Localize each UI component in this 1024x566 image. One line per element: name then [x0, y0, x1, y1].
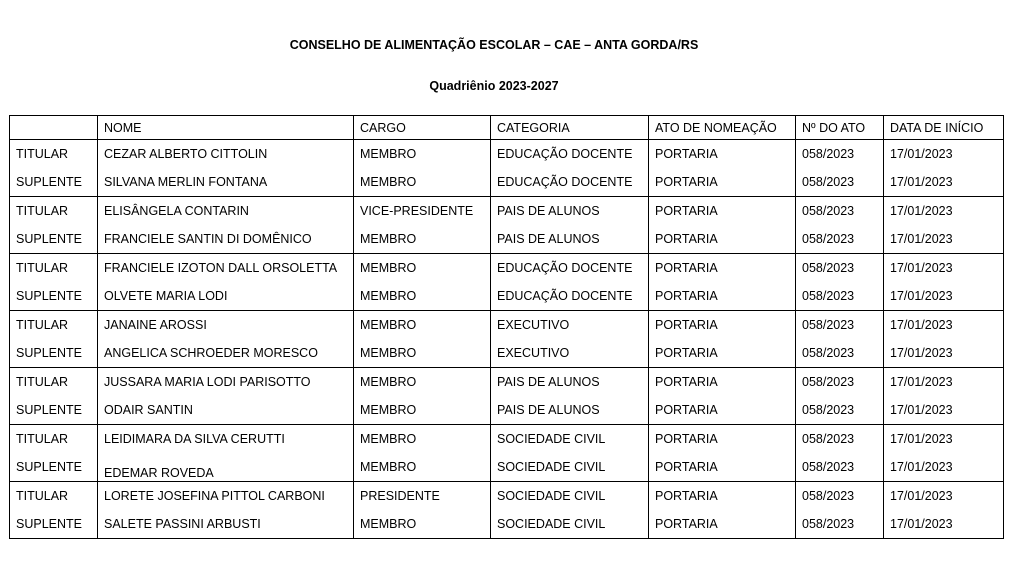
role-cell: TITULAR	[10, 197, 98, 226]
act-number-cell: 058/2023	[796, 368, 884, 397]
position-cell: MEMBRO	[354, 311, 491, 340]
appointment-act-cell: PORTARIA	[649, 168, 796, 197]
appointment-act-cell: PORTARIA	[649, 311, 796, 340]
role-cell: SUPLENTE	[10, 339, 98, 368]
role-cell: TITULAR	[10, 140, 98, 169]
start-date-cell: 17/01/2023	[884, 225, 1004, 254]
position-cell: MEMBRO	[354, 368, 491, 397]
position-cell: MEMBRO	[354, 254, 491, 283]
name-cell: FRANCIELE SANTIN DI DOMÊNICO	[98, 225, 354, 254]
table-row	[10, 254, 1004, 283]
role-cell: SUPLENTE	[10, 396, 98, 425]
table-row	[10, 225, 1004, 254]
header-cell-role	[10, 116, 98, 140]
act-number-cell: 058/2023	[796, 197, 884, 226]
start-date-cell: 17/01/2023	[884, 254, 1004, 283]
role-cell: SUPLENTE	[10, 453, 98, 482]
start-date-cell: 17/01/2023	[884, 197, 1004, 226]
name-cell: SILVANA MERLIN FONTANA	[98, 168, 354, 197]
start-date-cell: 17/01/2023	[884, 453, 1004, 482]
role-cell: TITULAR	[10, 368, 98, 397]
category-cell: EDUCAÇÃO DOCENTE	[491, 140, 649, 169]
role-cell: SUPLENTE	[10, 282, 98, 311]
act-number-cell: 058/2023	[796, 140, 884, 169]
start-date-cell: 17/01/2023	[884, 368, 1004, 397]
appointment-act-cell: PORTARIA	[649, 425, 796, 454]
document-subtitle: Quadriênio 2023-2027	[429, 79, 559, 93]
start-date-cell: 17/01/2023	[884, 140, 1004, 169]
appointment-act-cell: PORTARIA	[649, 396, 796, 425]
table-row	[10, 282, 1004, 311]
table-row	[10, 311, 1004, 340]
header-cell-start-date: DATA DE INÍCIO	[884, 116, 1004, 140]
position-cell: MEMBRO	[354, 225, 491, 254]
start-date-cell: 17/01/2023	[884, 168, 1004, 197]
appointment-act-cell: PORTARIA	[649, 368, 796, 397]
start-date-cell: 17/01/2023	[884, 396, 1004, 425]
name-cell: JANAINE AROSSI	[98, 311, 354, 340]
appointment-act-cell: PORTARIA	[649, 482, 796, 511]
appointment-act-cell: PORTARIA	[649, 282, 796, 311]
role-cell: SUPLENTE	[10, 510, 98, 539]
act-number-cell: 058/2023	[796, 510, 884, 539]
category-cell: PAIS DE ALUNOS	[491, 368, 649, 397]
member-name: EDEMAR ROVEDA	[104, 466, 214, 480]
position-cell: MEMBRO	[354, 453, 491, 482]
name-cell: LEIDIMARA DA SILVA CERUTTI	[98, 425, 354, 454]
table-row	[10, 396, 1004, 425]
table-row	[10, 197, 1004, 226]
act-number-cell: 058/2023	[796, 339, 884, 368]
name-cell: ODAIR SANTIN	[98, 396, 354, 425]
name-cell: FRANCIELE IZOTON DALL ORSOLETTA	[98, 254, 354, 283]
act-number-cell: 058/2023	[796, 254, 884, 283]
table-header-row	[10, 116, 1004, 140]
position-cell: MEMBRO	[354, 396, 491, 425]
position-cell: MEMBRO	[354, 425, 491, 454]
category-cell: EXECUTIVO	[491, 339, 649, 368]
name-cell: SALETE PASSINI ARBUSTI	[98, 510, 354, 539]
table-row	[10, 339, 1004, 368]
appointment-act-cell: PORTARIA	[649, 197, 796, 226]
category-cell: EDUCAÇÃO DOCENTE	[491, 282, 649, 311]
category-cell: SOCIEDADE CIVIL	[491, 453, 649, 482]
position-cell: MEMBRO	[354, 168, 491, 197]
act-number-cell: 058/2023	[796, 425, 884, 454]
role-cell: SUPLENTE	[10, 225, 98, 254]
act-number-cell: 058/2023	[796, 396, 884, 425]
category-cell: EDUCAÇÃO DOCENTE	[491, 254, 649, 283]
start-date-cell: 17/01/2023	[884, 510, 1004, 539]
header-cell-position: CARGO	[354, 116, 491, 140]
act-number-cell: 058/2023	[796, 168, 884, 197]
appointment-act-cell: PORTARIA	[649, 453, 796, 482]
name-cell	[98, 453, 354, 482]
name-cell: OLVETE MARIA LODI	[98, 282, 354, 311]
table-row	[10, 168, 1004, 197]
name-cell: JUSSARA MARIA LODI PARISOTTO	[98, 368, 354, 397]
name-cell: ANGELICA SCHROEDER MORESCO	[98, 339, 354, 368]
start-date-cell: 17/01/2023	[884, 282, 1004, 311]
start-date-cell: 17/01/2023	[884, 425, 1004, 454]
act-number-cell: 058/2023	[796, 453, 884, 482]
category-cell: SOCIEDADE CIVIL	[491, 482, 649, 511]
header-cell-appointment-act: ATO DE NOMEAÇÃO	[649, 116, 796, 140]
document-title: CONSELHO DE ALIMENTAÇÃO ESCOLAR – CAE – ANTA GORDA/RS	[289, 38, 699, 52]
category-cell: PAIS DE ALUNOS	[491, 225, 649, 254]
position-cell: MEMBRO	[354, 140, 491, 169]
table-row	[10, 425, 1004, 454]
name-cell: LORETE JOSEFINA PITTOL CARBONI	[98, 482, 354, 511]
role-cell: TITULAR	[10, 311, 98, 340]
name-cell: ELISÂNGELA CONTARIN	[98, 197, 354, 226]
table-row	[10, 368, 1004, 397]
table-row	[10, 453, 1004, 482]
council-members-table-body	[10, 116, 1004, 539]
category-cell: SOCIEDADE CIVIL	[491, 425, 649, 454]
table-row	[10, 140, 1004, 169]
start-date-cell: 17/01/2023	[884, 482, 1004, 511]
start-date-cell: 17/01/2023	[884, 339, 1004, 368]
position-cell: PRESIDENTE	[354, 482, 491, 511]
table-row	[10, 510, 1004, 539]
category-cell: EXECUTIVO	[491, 311, 649, 340]
category-cell: SOCIEDADE CIVIL	[491, 510, 649, 539]
category-cell: PAIS DE ALUNOS	[491, 197, 649, 226]
appointment-act-cell: PORTARIA	[649, 254, 796, 283]
act-number-cell: 058/2023	[796, 311, 884, 340]
role-cell: TITULAR	[10, 425, 98, 454]
start-date-cell: 17/01/2023	[884, 311, 1004, 340]
position-cell: MEMBRO	[354, 282, 491, 311]
header-cell-act-number: Nº DO ATO	[796, 116, 884, 140]
appointment-act-cell: PORTARIA	[649, 339, 796, 368]
role-cell: TITULAR	[10, 482, 98, 511]
appointment-act-cell: PORTARIA	[649, 140, 796, 169]
appointment-act-cell: PORTARIA	[649, 225, 796, 254]
role-cell: SUPLENTE	[10, 168, 98, 197]
header-cell-name: NOME	[98, 116, 354, 140]
act-number-cell: 058/2023	[796, 482, 884, 511]
role-cell: TITULAR	[10, 254, 98, 283]
position-cell: VICE-PRESIDENTE	[354, 197, 491, 226]
appointment-act-cell: PORTARIA	[649, 510, 796, 539]
act-number-cell: 058/2023	[796, 225, 884, 254]
category-cell: PAIS DE ALUNOS	[491, 396, 649, 425]
table-row	[10, 482, 1004, 511]
act-number-cell: 058/2023	[796, 282, 884, 311]
council-members-table	[9, 115, 1004, 539]
header-cell-category: CATEGORIA	[491, 116, 649, 140]
category-cell: EDUCAÇÃO DOCENTE	[491, 168, 649, 197]
position-cell: MEMBRO	[354, 339, 491, 368]
position-cell: MEMBRO	[354, 510, 491, 539]
name-cell: CEZAR ALBERTO CITTOLIN	[98, 140, 354, 169]
